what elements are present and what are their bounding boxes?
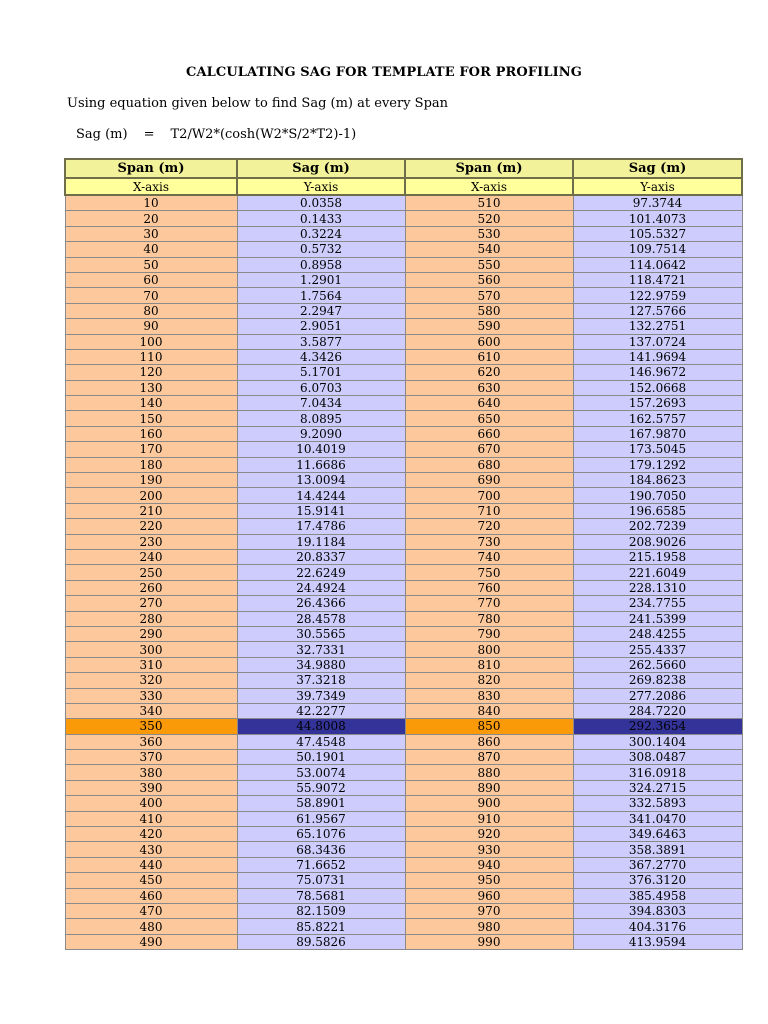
span-cell: 350 [65,719,237,734]
sag-cell: 234.7755 [573,596,742,611]
span-cell: 60 [65,272,237,287]
sag-cell: 167.9870 [573,426,742,441]
span-cell: 470 [65,903,237,918]
subheader-y-axis-1: Y-axis [237,178,405,195]
table-row [65,919,742,934]
sag-cell: 137.0724 [573,334,742,349]
span-cell: 440 [65,857,237,872]
sag-cell: 0.3224 [237,226,405,241]
table-row [65,626,742,641]
table-row [65,257,742,272]
span-cell: 20 [65,211,237,226]
sag-cell: 39.7349 [237,688,405,703]
span-cell: 570 [405,288,573,303]
table-row [65,272,742,287]
span-cell: 120 [65,365,237,380]
span-cell: 250 [65,565,237,580]
sag-cell: 255.4337 [573,642,742,657]
intro-text: Using equation given below to find Sag (m) at every Span [67,96,449,111]
table-row [65,873,742,888]
table-row [65,549,742,564]
span-cell: 860 [405,734,573,749]
table-row [65,457,742,472]
sag-cell: 6.0703 [237,380,405,395]
sag-cell: 3.5877 [237,334,405,349]
header-sag-1: Sag (m) [237,159,405,178]
table-row [65,242,742,257]
span-cell: 740 [405,549,573,564]
sag-cell: 58.8901 [237,796,405,811]
header-span-2: Span (m) [405,159,573,178]
sag-table [64,158,743,950]
span-cell: 700 [405,488,573,503]
span-cell: 840 [405,703,573,718]
sag-cell: 32.7331 [237,642,405,657]
table-row [65,565,742,580]
sag-cell: 44.8008 [237,719,405,734]
span-cell: 320 [65,673,237,688]
table-row [65,673,742,688]
span-cell: 800 [405,642,573,657]
sag-cell: 367.2770 [573,857,742,872]
sag-cell: 202.7239 [573,519,742,534]
span-cell: 830 [405,688,573,703]
sag-cell: 0.8958 [237,257,405,272]
table-row [65,750,742,765]
table-row [65,534,742,549]
span-cell: 190 [65,473,237,488]
sag-cell: 47.4548 [237,734,405,749]
span-cell: 530 [405,226,573,241]
sag-cell: 89.5826 [237,934,405,949]
sag-cell: 61.9567 [237,811,405,826]
span-cell: 180 [65,457,237,472]
sag-cell: 4.3426 [237,349,405,364]
span-cell: 70 [65,288,237,303]
equation-rhs: T2/W2*(cosh(W2*S/2*T2)-1) [170,127,357,142]
sag-cell: 65.1076 [237,827,405,842]
sag-cell: 53.0074 [237,765,405,780]
sag-cell: 10.4019 [237,442,405,457]
span-cell: 970 [405,903,573,918]
sag-cell: 173.5045 [573,442,742,457]
span-cell: 870 [405,750,573,765]
sag-cell: 308.0487 [573,750,742,765]
table-row [65,334,742,349]
sag-cell: 14.4244 [237,488,405,503]
span-cell: 30 [65,226,237,241]
span-cell: 130 [65,380,237,395]
sag-cell: 404.3176 [573,919,742,934]
sag-cell: 300.1404 [573,734,742,749]
sag-cell: 358.3891 [573,842,742,857]
table-row [65,411,742,426]
span-cell: 150 [65,411,237,426]
sag-cell: 26.4366 [237,596,405,611]
span-cell: 520 [405,211,573,226]
span-cell: 880 [405,765,573,780]
sag-cell: 179.1292 [573,457,742,472]
sag-cell: 122.9759 [573,288,742,303]
span-cell: 940 [405,857,573,872]
table-row [65,319,742,334]
table-row [65,195,742,211]
table-row [65,934,742,949]
span-cell: 90 [65,319,237,334]
sag-cell: 71.6652 [237,857,405,872]
span-cell: 900 [405,796,573,811]
table-row [65,503,742,518]
sag-cell: 17.4786 [237,519,405,534]
table-row [65,857,742,872]
span-cell: 400 [65,796,237,811]
span-cell: 750 [405,565,573,580]
subheader-y-axis-2: Y-axis [573,178,742,195]
span-cell: 10 [65,195,237,211]
sag-cell: 55.9072 [237,780,405,795]
sag-cell: 127.5766 [573,303,742,318]
sag-cell: 0.5732 [237,242,405,257]
table-body [65,195,742,950]
sag-cell: 152.0668 [573,380,742,395]
span-cell: 950 [405,873,573,888]
span-cell: 990 [405,934,573,949]
span-cell: 140 [65,396,237,411]
span-cell: 590 [405,319,573,334]
table-row [65,488,742,503]
sag-cell: 376.3120 [573,873,742,888]
span-cell: 340 [65,703,237,718]
span-cell: 610 [405,349,573,364]
span-cell: 920 [405,827,573,842]
span-cell: 600 [405,334,573,349]
span-cell: 820 [405,673,573,688]
page-title: CALCULATING SAG FOR TEMPLATE FOR PROFILING [186,65,582,80]
sag-cell: 262.5660 [573,657,742,672]
span-cell: 630 [405,380,573,395]
table-row [65,903,742,918]
table-row [65,226,742,241]
sag-cell: 157.2693 [573,396,742,411]
sag-cell: 101.4073 [573,211,742,226]
span-cell: 650 [405,411,573,426]
sag-cell: 184.8623 [573,473,742,488]
span-cell: 460 [65,888,237,903]
span-cell: 420 [65,827,237,842]
table-row [65,349,742,364]
table-row [65,303,742,318]
sag-cell: 132.2751 [573,319,742,334]
sag-cell: 141.9694 [573,349,742,364]
span-cell: 330 [65,688,237,703]
sag-cell: 30.5565 [237,626,405,641]
sag-cell: 5.1701 [237,365,405,380]
table-row [65,811,742,826]
equation-equals: = [143,127,155,142]
sag-cell: 208.9026 [573,534,742,549]
sag-cell: 9.2090 [237,426,405,441]
table-row [65,827,742,842]
table-row [65,580,742,595]
sag-cell: 284.7220 [573,703,742,718]
sag-cell: 118.4721 [573,272,742,287]
span-cell: 480 [65,919,237,934]
sag-cell: 11.6686 [237,457,405,472]
sag-cell: 349.6463 [573,827,742,842]
span-cell: 670 [405,442,573,457]
span-cell: 730 [405,534,573,549]
sag-cell: 28.4578 [237,611,405,626]
sag-cell: 22.6249 [237,565,405,580]
span-cell: 770 [405,596,573,611]
sag-cell: 341.0470 [573,811,742,826]
table-row [65,442,742,457]
table-row [65,703,742,718]
sag-cell: 75.0731 [237,873,405,888]
sag-cell: 1.2901 [237,272,405,287]
sag-cell: 0.1433 [237,211,405,226]
table-row [65,473,742,488]
sag-cell: 105.5327 [573,226,742,241]
span-cell: 660 [405,426,573,441]
span-cell: 490 [65,934,237,949]
table-row [65,657,742,672]
table-row [65,365,742,380]
span-cell: 310 [65,657,237,672]
span-cell: 560 [405,272,573,287]
span-cell: 780 [405,611,573,626]
sag-cell: 78.5681 [237,888,405,903]
sag-equation [76,127,356,142]
sag-cell: 221.6049 [573,565,742,580]
header-span-1: Span (m) [65,159,237,178]
span-cell: 260 [65,580,237,595]
sag-cell: 82.1509 [237,903,405,918]
span-cell: 360 [65,734,237,749]
span-cell: 380 [65,765,237,780]
table-row [65,734,742,749]
sag-cell: 0.0358 [237,195,405,211]
sag-cell: 196.6585 [573,503,742,518]
span-cell: 690 [405,473,573,488]
table-row [65,765,742,780]
subheader-x-axis-1: X-axis [65,178,237,195]
sag-cell: 34.9880 [237,657,405,672]
sag-cell: 277.2086 [573,688,742,703]
span-cell: 890 [405,780,573,795]
span-cell: 270 [65,596,237,611]
sag-cell: 42.2277 [237,703,405,718]
sag-cell: 215.1958 [573,549,742,564]
span-cell: 930 [405,842,573,857]
sag-cell: 109.7514 [573,242,742,257]
sag-cell: 413.9594 [573,934,742,949]
table-row [65,688,742,703]
span-cell: 280 [65,611,237,626]
span-cell: 230 [65,534,237,549]
subheader-x-axis-2: X-axis [405,178,573,195]
span-cell: 40 [65,242,237,257]
span-cell: 760 [405,580,573,595]
sag-cell: 332.5893 [573,796,742,811]
sag-cell: 228.1310 [573,580,742,595]
span-cell: 980 [405,919,573,934]
span-cell: 680 [405,457,573,472]
sag-cell: 68.3436 [237,842,405,857]
span-cell: 620 [405,365,573,380]
sag-cell: 2.9051 [237,319,405,334]
span-cell: 410 [65,811,237,826]
span-cell: 550 [405,257,573,272]
span-cell: 510 [405,195,573,211]
span-cell: 110 [65,349,237,364]
subheader-row [65,178,742,195]
sag-cell: 13.0094 [237,473,405,488]
table-row [65,888,742,903]
table-row [65,211,742,226]
table-row [65,519,742,534]
span-cell: 430 [65,842,237,857]
table-row [65,380,742,395]
sag-cell: 20.8337 [237,549,405,564]
table-row [65,426,742,441]
equation-lhs: Sag (m) [76,127,128,142]
sag-cell: 162.5757 [573,411,742,426]
span-cell: 170 [65,442,237,457]
span-cell: 100 [65,334,237,349]
sag-cell: 316.0918 [573,765,742,780]
table-row [65,611,742,626]
span-cell: 390 [65,780,237,795]
sag-cell: 19.1184 [237,534,405,549]
sag-cell: 324.2715 [573,780,742,795]
span-cell: 910 [405,811,573,826]
sag-cell: 7.0434 [237,396,405,411]
sag-cell: 1.7564 [237,288,405,303]
sag-cell: 241.5399 [573,611,742,626]
sag-cell: 15.9141 [237,503,405,518]
table-row [65,842,742,857]
span-cell: 240 [65,549,237,564]
sag-cell: 50.1901 [237,750,405,765]
span-cell: 300 [65,642,237,657]
table-row [65,396,742,411]
span-cell: 290 [65,626,237,641]
span-cell: 200 [65,488,237,503]
header-sag-2: Sag (m) [573,159,742,178]
sag-cell: 248.4255 [573,626,742,641]
span-cell: 710 [405,503,573,518]
span-cell: 580 [405,303,573,318]
table-row [65,642,742,657]
span-cell: 640 [405,396,573,411]
sag-cell: 269.8238 [573,673,742,688]
sag-cell: 97.3744 [573,195,742,211]
table-row [65,596,742,611]
span-cell: 220 [65,519,237,534]
span-cell: 450 [65,873,237,888]
table-row [65,796,742,811]
span-cell: 790 [405,626,573,641]
sag-cell: 190.7050 [573,488,742,503]
span-cell: 210 [65,503,237,518]
table-row [65,288,742,303]
sag-cell: 292.3654 [573,719,742,734]
sag-cell: 146.9672 [573,365,742,380]
sag-cell: 37.3218 [237,673,405,688]
sag-cell: 24.4924 [237,580,405,595]
span-cell: 370 [65,750,237,765]
sag-cell: 114.0642 [573,257,742,272]
header-row [65,159,742,178]
sag-cell: 385.4958 [573,888,742,903]
span-cell: 50 [65,257,237,272]
span-cell: 720 [405,519,573,534]
sag-cell: 85.8221 [237,919,405,934]
span-cell: 810 [405,657,573,672]
sag-cell: 2.2947 [237,303,405,318]
span-cell: 960 [405,888,573,903]
span-cell: 850 [405,719,573,734]
sag-cell: 8.0895 [237,411,405,426]
span-cell: 80 [65,303,237,318]
table-row [65,719,742,734]
span-cell: 160 [65,426,237,441]
table-row [65,780,742,795]
sag-cell: 394.8303 [573,903,742,918]
span-cell: 540 [405,242,573,257]
